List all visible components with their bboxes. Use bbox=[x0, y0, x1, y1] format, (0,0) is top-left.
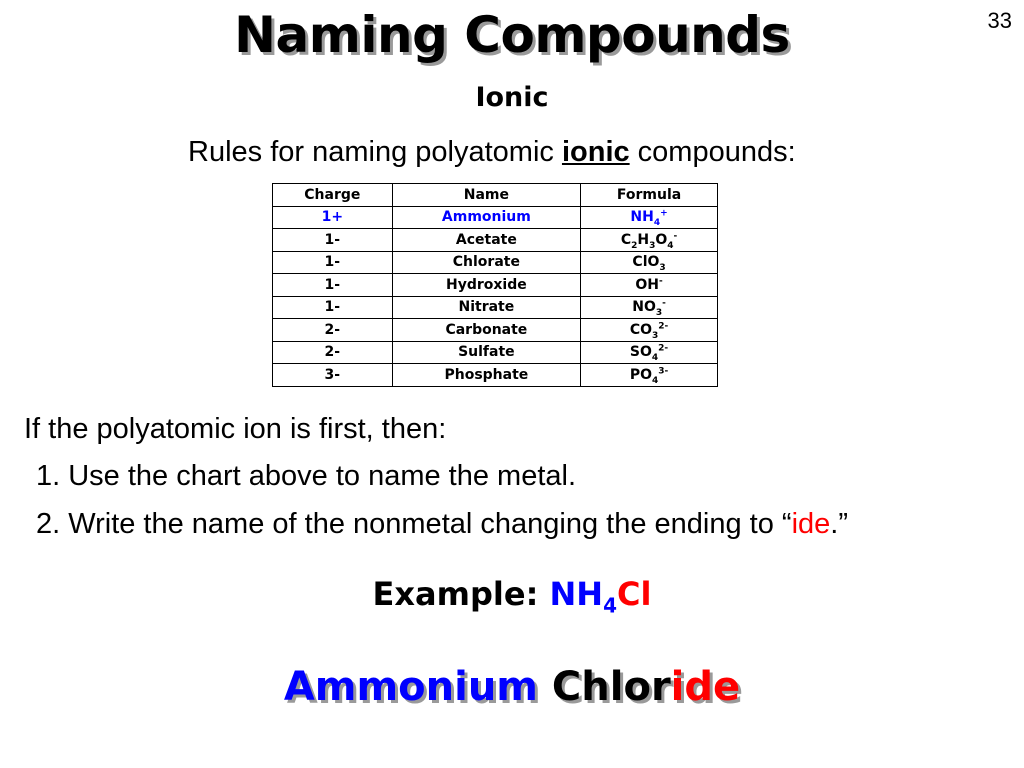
formula-symbol: CO bbox=[629, 321, 653, 338]
step2-text-after: .” bbox=[830, 508, 848, 540]
example-cation: NH bbox=[549, 575, 604, 613]
header-formula: Formula bbox=[581, 184, 718, 207]
name-cell: Acetate bbox=[392, 229, 580, 252]
formula-cell bbox=[581, 341, 718, 364]
formula-subscript: 4 bbox=[653, 218, 661, 229]
example-cation-subscript: 4 bbox=[603, 593, 617, 618]
formula-charge: - bbox=[673, 231, 678, 242]
slide-title: Naming Compounds bbox=[234, 6, 790, 64]
table-row bbox=[273, 229, 718, 252]
formula-charge: 2- bbox=[658, 321, 669, 332]
formula-subscript: 4 bbox=[651, 353, 659, 364]
formula-subscript: 2 bbox=[631, 240, 638, 251]
instruction-step-2 bbox=[36, 508, 848, 541]
formula-subscript: 3 bbox=[655, 308, 663, 319]
formula-symbol: C bbox=[620, 231, 632, 248]
formula-cell bbox=[581, 274, 718, 297]
name-cell: Ammonium bbox=[392, 206, 580, 229]
formula-subscript: 3 bbox=[659, 263, 666, 274]
formula-charge: 3- bbox=[658, 366, 669, 377]
formula-charge: 2- bbox=[658, 343, 669, 354]
table-row bbox=[273, 319, 718, 342]
formula-symbol: PO bbox=[629, 366, 652, 383]
header-charge: Charge bbox=[273, 184, 393, 207]
table-row bbox=[273, 251, 718, 274]
name-cell: Hydroxide bbox=[392, 274, 580, 297]
formula-cell bbox=[581, 364, 718, 387]
instruction-intro: If the polyatomic ion is first, then: bbox=[24, 413, 447, 445]
charge-cell: 1- bbox=[273, 229, 393, 252]
name-cell: Phosphate bbox=[392, 364, 580, 387]
formula-symbol: OH bbox=[635, 276, 659, 293]
rules-emphasis: ionic bbox=[561, 136, 630, 168]
slide-number: 33 bbox=[987, 8, 1012, 33]
name-cell: Sulfate bbox=[392, 341, 580, 364]
formula-symbol: NO bbox=[632, 299, 656, 316]
charge-cell: 1- bbox=[273, 296, 393, 319]
table-row bbox=[273, 341, 718, 364]
example-line bbox=[0, 575, 1024, 617]
table-row bbox=[273, 296, 718, 319]
instruction-step-1: 1. Use the chart above to name the metal. bbox=[36, 460, 577, 492]
table-row bbox=[273, 274, 718, 297]
formula-cell bbox=[581, 229, 718, 252]
charge-cell: 2- bbox=[273, 319, 393, 342]
answer-cation-name: Ammonium bbox=[283, 664, 538, 710]
name-cell: Nitrate bbox=[392, 296, 580, 319]
step2-highlight: ide bbox=[791, 508, 831, 540]
formula-symbol: O bbox=[655, 231, 668, 248]
charge-cell: 1- bbox=[273, 251, 393, 274]
formula-subscript: 3 bbox=[652, 330, 659, 341]
slide-subtitle: Ionic bbox=[475, 82, 549, 113]
formula-symbol: H bbox=[637, 231, 650, 248]
formula-charge: - bbox=[662, 298, 666, 309]
name-cell: Carbonate bbox=[392, 319, 580, 342]
example-anion: Cl bbox=[616, 575, 652, 613]
table-row bbox=[273, 206, 718, 229]
formula-subscript: 3 bbox=[649, 240, 656, 251]
formula-subscript: 4 bbox=[652, 375, 659, 386]
charge-cell: 2- bbox=[273, 341, 393, 364]
formula-symbol: SO bbox=[629, 344, 652, 361]
table-body bbox=[273, 206, 718, 386]
charge-cell: 1- bbox=[273, 274, 393, 297]
step2-text-before: 2. Write the name of the nonmetal changing the ending to “ bbox=[36, 508, 792, 540]
formula-subscript: 4 bbox=[667, 240, 674, 251]
formula-charge: - bbox=[658, 276, 663, 287]
polyatomic-ion-table bbox=[272, 183, 718, 387]
table-header-row bbox=[273, 184, 718, 207]
answer-anion-stem: Chlor bbox=[551, 664, 671, 710]
formula-cell bbox=[581, 296, 718, 319]
table-row bbox=[273, 364, 718, 387]
header-name: Name bbox=[392, 184, 580, 207]
example-answer bbox=[0, 664, 1024, 710]
formula-symbol: NH bbox=[630, 209, 654, 226]
charge-cell: 1+ bbox=[273, 206, 393, 229]
rules-heading bbox=[188, 136, 796, 169]
formula-charge: + bbox=[660, 208, 668, 219]
name-cell: Chlorate bbox=[392, 251, 580, 274]
charge-cell: 3- bbox=[273, 364, 393, 387]
rules-text-after: compounds: bbox=[629, 136, 796, 168]
example-label: Example: bbox=[372, 575, 550, 613]
rules-text-before: Rules for naming polyatomic bbox=[188, 136, 562, 168]
answer-anion-suffix: ide bbox=[670, 664, 741, 710]
formula-cell bbox=[581, 319, 718, 342]
formula-cell bbox=[581, 251, 718, 274]
formula-symbol: ClO bbox=[632, 254, 660, 271]
formula-cell bbox=[581, 206, 718, 229]
